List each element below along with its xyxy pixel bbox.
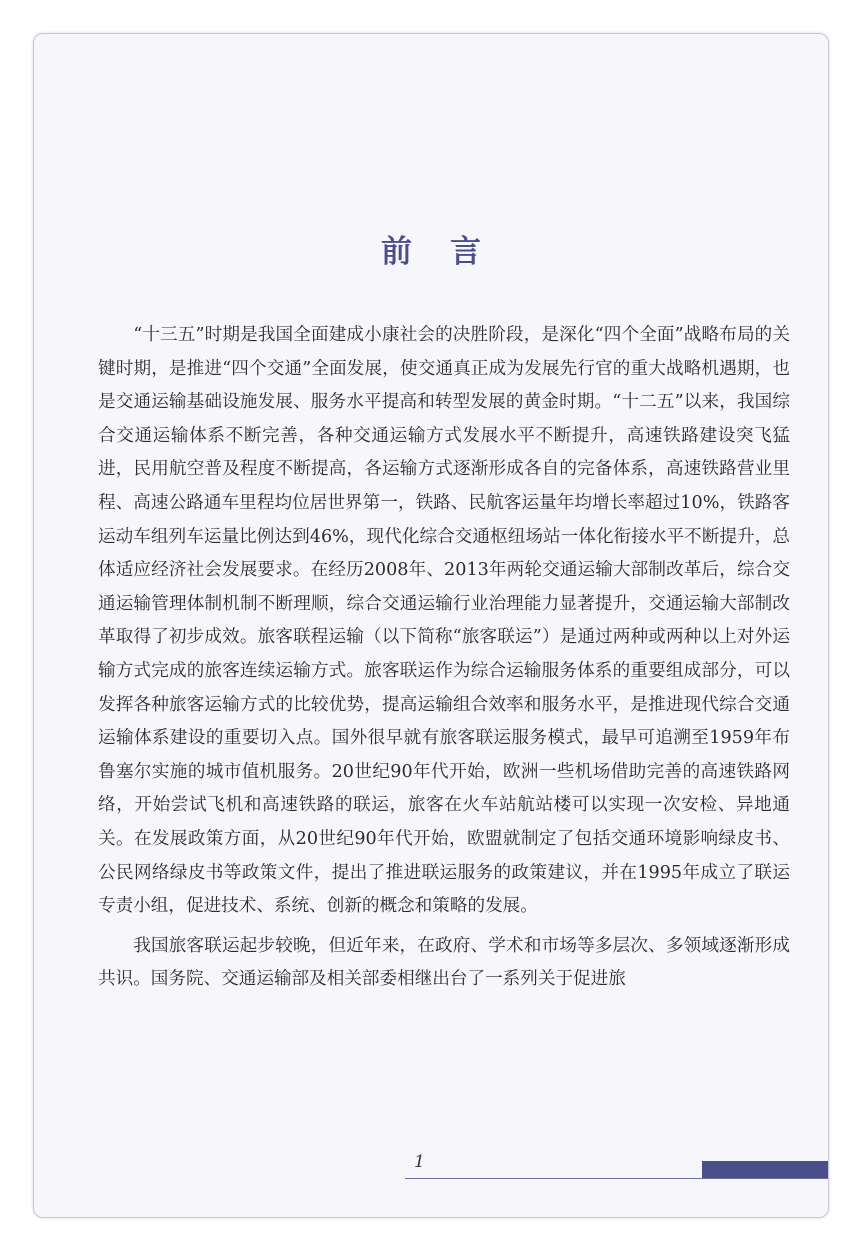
- book-page: [33, 33, 829, 1218]
- folio-bar: [702, 1161, 828, 1178]
- body-text: [98, 319, 790, 997]
- folio-rule: [405, 1178, 828, 1179]
- paragraph-2: 我国旅客联运起步较晚，但近年来，在政府、学术和市场等多层次、多领域逐渐形成共识。国务院、交通运输部及相关部委相继出台了一系列关于促进旅: [98, 935, 790, 990]
- page-title: 前言: [381, 234, 519, 270]
- page-number: 1: [414, 1152, 425, 1172]
- paragraph-1: “十三五”时期是我国全面建成小康社会的决胜阶段，是深化“四个全面”战略布局的关键时期，是推进“四个交通”全面发展，使交通真正成为发展先行官的重大战略机遇期，也是交通运输基础设施发展、服务水平提高和转型发展的黄金时期。“十二五”以来，我国综合交通运输体系不断完善，各种交通运输方式发展水平不断提升，高速铁路建设突飞猛进，民用航空普及程度不断提高，各运输方式逐渐形成各自的完备体系，高速铁路营业里程、高速公路通车里程均位居世界第一，铁路、民航客运量年均增长率超过10%，铁路客运动车组列车运量比例达到46%，现代化综合交通枢纽场站一体化衔接水平不断提升，总体适应经济社会发展要求。在经历2008年、2013年两轮交通运输大部制改革后，综合交通运输管理体制机制不断理顺，综合交通运输行业治理能力显著提升，交通运输大部制改革取得了初步成效。旅客联程运输（以下简称“旅客联运”）是通过两种或两种以上对外运输方式完成的旅客连续运输方式。旅客联运作为综合运输服务体系的重要组成部分，可以发挥各种旅客运输方式的比较优势，提高运输组合效率和服务水平，是推进现代综合交通运输体系建设的重要切入点。国外很早就有旅客联运服务模式，最早可追溯至1959年布鲁塞尔实施的城市值机服务。20世纪90年代开始，欧洲一些机场借助完善的高速铁路网络，开始尝试飞机和高速铁路的联运，旅客在火车站航站楼可以实现一次安检、异地通关。在发展政策方面，从20世纪90年代开始，欧盟就制定了包括交通环境影响绿皮书、公民网络绿皮书等政策文件，提出了推进联运服务的政策建议，并在1995年成立了联运专责小组，促进技术、系统、创新的概念和策略的发展。: [98, 325, 790, 917]
